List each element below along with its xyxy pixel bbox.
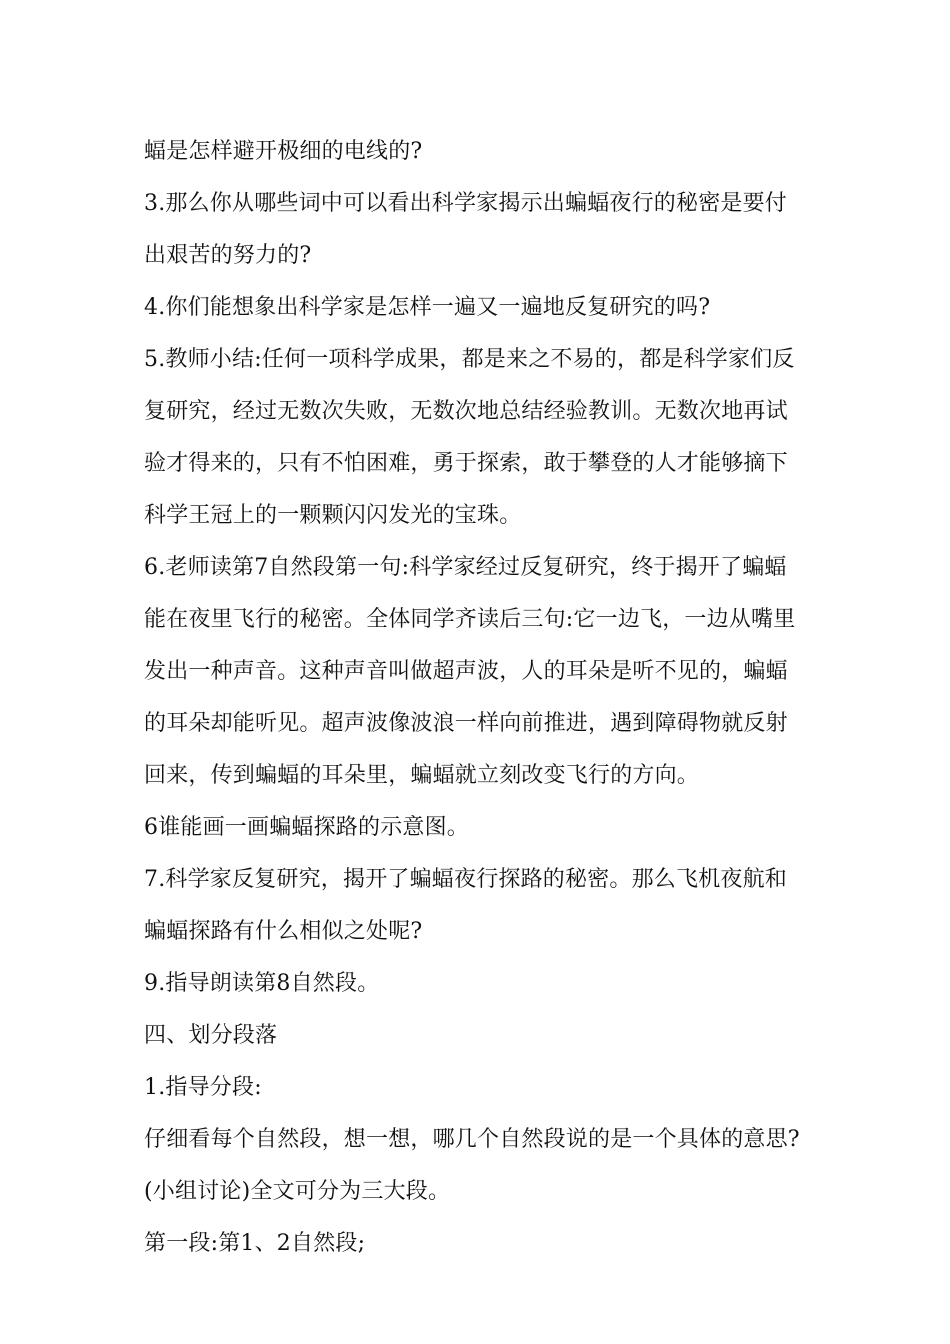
text-line: 6谁能画一画蝙蝠探路的示意图。 xyxy=(144,815,469,840)
text-line: 能在夜里飞行的秘密。全体同学齐读后三句:它一边飞，一边从嘴里 xyxy=(144,607,796,632)
text-line: 验才得来的，只有不怕困难，勇于探索，敢于攀登的人才能够摘下 xyxy=(144,451,788,476)
text-line: 的耳朵却能听见。超声波像波浪一样向前推进，遇到障碍物就反射 xyxy=(144,711,788,736)
text-line: 蝠是怎样避开极细的电线的? xyxy=(144,139,423,164)
text-line: 蝙蝠探路有什么相似之处呢? xyxy=(144,919,423,944)
text-line: 仔细看每个自然段，想一想，哪几个自然段说的是一个具体的意思? xyxy=(144,1127,800,1152)
text-line: 复研究，经过无数次失败，无数次地总结经验教训。无数次地再试 xyxy=(144,399,788,424)
text-line: (小组讨论)全文可分为三大段。 xyxy=(144,1179,451,1204)
text-line: 4.你们能想象出科学家是怎样一遍又一遍地反复研究的吗? xyxy=(144,295,711,320)
text-line: 回来，传到蝙蝠的耳朵里，蝙蝠就立刻改变飞行的方向。 xyxy=(144,763,700,788)
text-line: 出艰苦的努力的? xyxy=(144,243,312,268)
document-body xyxy=(144,126,814,1270)
text-line: 1.指导分段: xyxy=(144,1075,262,1100)
text-line: 3.那么你从哪些词中可以看出科学家揭示出蝙蝠夜行的秘密是要付 xyxy=(144,191,787,216)
section-heading: 四、划分段落 xyxy=(144,1023,278,1048)
text-line: 6.老师读第7自然段第一句:科学家经过反复研究，终于揭开了蝙蝠 xyxy=(144,555,787,580)
text-line: 发出一种声音。这种声音叫做超声波，人的耳朵是听不见的，蝙蝠 xyxy=(144,659,788,684)
text-line: 5.教师小结:任何一项科学成果，都是来之不易的，都是科学家们反 xyxy=(144,347,795,372)
text-line: 7.科学家反复研究，揭开了蝙蝠夜行探路的秘密。那么飞机夜航和 xyxy=(144,867,787,892)
text-line: 9.指导朗读第8自然段。 xyxy=(144,971,380,996)
text-line: 第一段:第1、2自然段; xyxy=(144,1231,366,1256)
text-line: 科学王冠上的一颗颗闪闪发光的宝珠。 xyxy=(144,503,522,528)
